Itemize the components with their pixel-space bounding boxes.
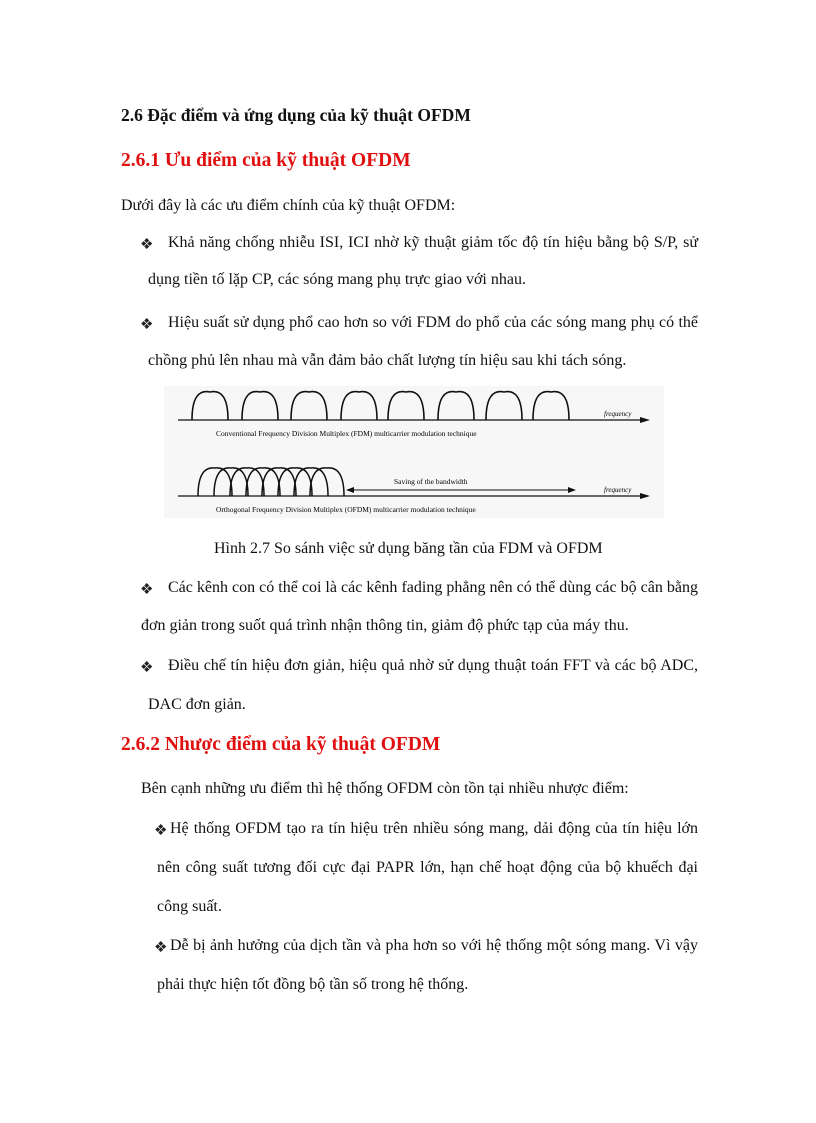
bullet-icon: ❖ — [154, 940, 168, 956]
disadvantage-1-line-1: Hệ thống OFDM tạo ra tín hiệu trên nhiều sóng mang, dải động của tín hiệu lớn — [170, 820, 698, 837]
disadvantage-1-line-2: nên công suất tương đối cực đại PAPR lớn, hạn chế hoạt động của bộ khuếch đại — [157, 859, 698, 876]
advantage-1-line-1: Khả năng chống nhiễu ISI, ICI nhờ kỹ thuật giảm tốc độ tín hiệu bằng bộ S/P, sử — [168, 234, 698, 251]
section-title: 2.6 Đặc điểm và ứng dụng của kỹ thuật OFDM — [121, 105, 471, 125]
disadvantage-2-line-2: phải thực hiện tốt đồng bộ tần số trong hệ thống. — [157, 976, 469, 993]
advantage-3-line-2: đơn giản trong suốt quá trình nhận thông tin, giảm độ phức tạp của máy thu. — [141, 617, 629, 634]
disadvantages-intro: Bên cạnh những ưu điểm thì hệ thống OFDM còn tồn tại nhiều nhược điểm: — [141, 780, 629, 797]
ofdm-caption: Orthogonal Frequency Division Multiplex (OFDM) multicarrier modulation technique — [216, 505, 476, 514]
bullet-icon: ❖ — [140, 582, 154, 598]
ofdm-frequency-label: frequency — [604, 486, 632, 494]
advantage-2-line-2: chồng phủ lên nhau mà vẫn đảm bảo chất lượng tín hiệu sau khi tách sóng. — [148, 352, 627, 369]
disadvantages-heading: 2.6.2 Nhược điểm của kỹ thuật OFDM — [121, 734, 441, 755]
fdm-frequency-label: frequency — [604, 410, 632, 418]
disadvantage-1-line-3: công suất. — [157, 898, 222, 915]
advantage-1-line-2: dụng tiền tố lặp CP, các sóng mang phụ trực giao với nhau. — [148, 271, 526, 288]
advantage-3-line-1: Các kênh con có thể coi là các kênh fading phẳng nên có thể dùng các bộ cân bằng — [168, 579, 698, 596]
saving-label: Saving of the bandwidth — [394, 477, 468, 486]
disadvantage-2-line-1: Dễ bị ảnh hưởng của dịch tần và pha hơn so với hệ thống một sóng mang. Vì vậy — [170, 937, 698, 954]
advantage-2-line-1: Hiệu suất sử dụng phổ cao hơn so với FDM do phổ của các sóng mang phụ có thể — [168, 314, 698, 331]
bullet-icon: ❖ — [140, 317, 154, 333]
advantages-intro: Dưới đây là các ưu điểm chính của kỹ thuật OFDM: — [121, 197, 456, 214]
bullet-icon: ❖ — [154, 823, 168, 839]
bullet-icon: ❖ — [140, 237, 154, 253]
fdm-caption: Conventional Frequency Division Multiplex (FDM) multicarrier modulation technique — [216, 429, 477, 438]
advantage-4-line-1: Điều chế tín hiệu đơn giản, hiệu quả nhờ sử dụng thuật toán FFT và các bộ ADC, — [168, 657, 698, 674]
advantage-4-line-2: DAC đơn giản. — [148, 696, 246, 713]
figure-caption: Hình 2.7 So sánh việc sử dụng băng tần của FDM và OFDM — [214, 540, 603, 557]
fdm-ofdm-spectrum-figure — [164, 386, 664, 518]
advantages-heading: 2.6.1 Ưu điểm của kỹ thuật OFDM — [121, 150, 411, 171]
bullet-icon: ❖ — [140, 660, 154, 676]
